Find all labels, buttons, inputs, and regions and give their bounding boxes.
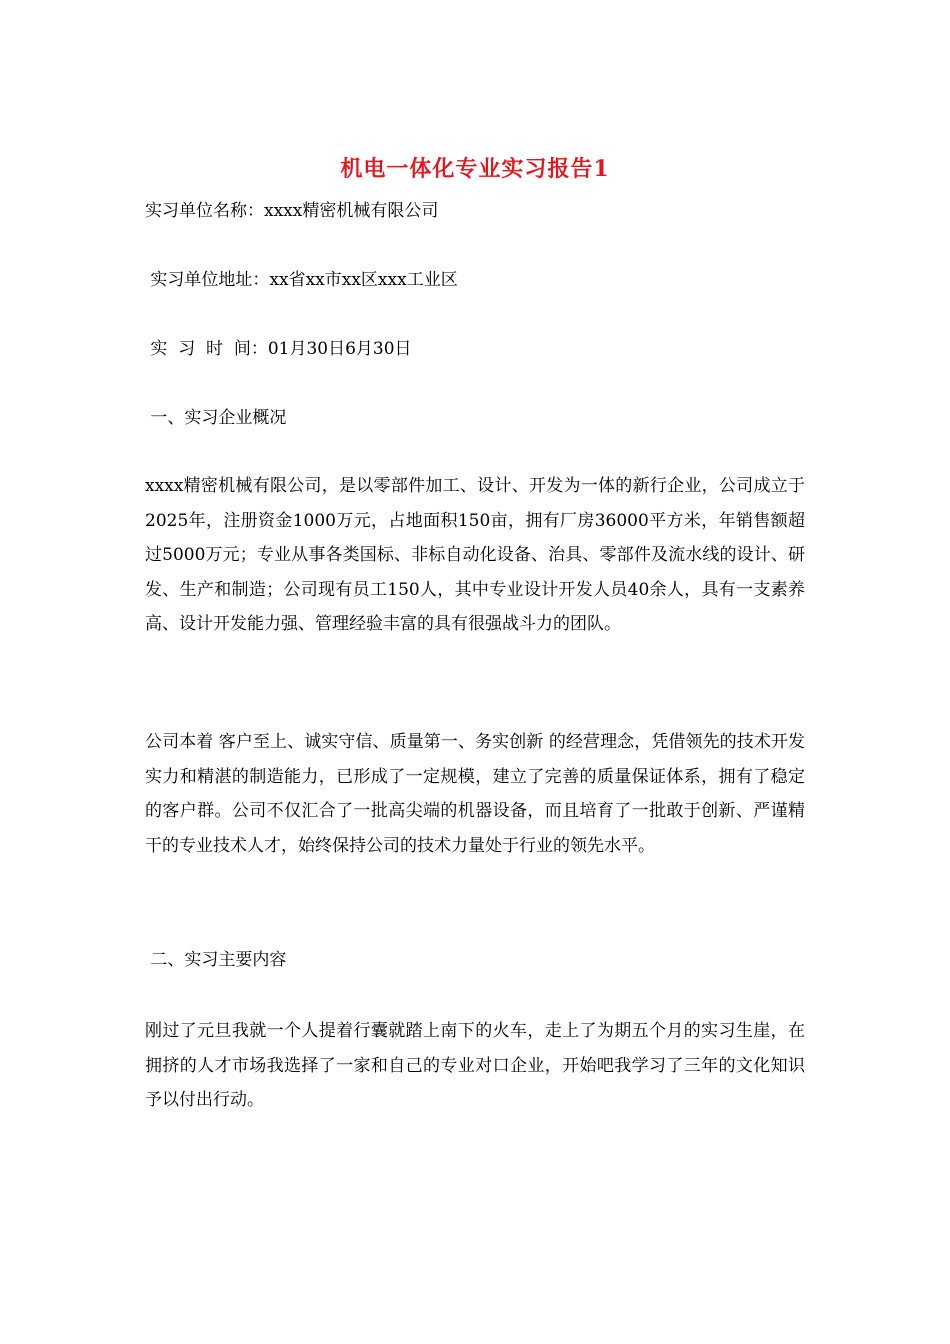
period-line: 实 习 时 间：01月30日6月30日 xyxy=(145,339,412,359)
section-heading-content: 二、实习主要内容 xyxy=(145,950,287,970)
overview-paragraph-1: xxxx精密机械有限公司，是以零部件加工、设计、开发为一体的新行企业，公司成立于2025年，注册资金1000万元，占地面积150亩，拥有厂房36000平方米，年销售额超过5000万元；专业从事各类国标、非标自动化设备、治具、零部件及流水线的设计、研发、生产和制造；公司现有员工150人，其中专业设计开发人员40余人，具有一支素养高、设计开发能力强、管理经验丰富的具有很强战斗力的团队。 xyxy=(145,476,805,634)
unit-name-line: 实习单位名称：xxxx精密机械有限公司 xyxy=(145,201,439,221)
content-paragraph-1: 刚过了元旦我就一个人提着行囊就踏上南下的火车，走上了为期五个月的实习生崖，在拥挤的人才市场我选择了一家和自己的专业对口企业，开始吧我学习了三年的文化知识予以付出行动。 xyxy=(145,1021,805,1110)
document-title: 机电一体化专业实习报告1 xyxy=(340,156,610,182)
unit-address-line: 实习单位地址：xx省xx市xx区xxx工业区 xyxy=(145,270,458,290)
overview-paragraph-2: 公司本着 客户至上、诚实守信、质量第一、务实创新 的经营理念，凭借领先的技术开发实力和精湛的制造能力，已形成了一定规模，建立了完善的质量保证体系，拥有了稳定的客户群。公司不仅汇合了一批高尖端的机器设备，而且培育了一批敢于创新、严谨精干的专业技术人才，始终保持公司的技术力量处于行业的领先水平。 xyxy=(145,732,805,856)
section-heading-overview: 一、实习企业概况 xyxy=(145,408,287,428)
